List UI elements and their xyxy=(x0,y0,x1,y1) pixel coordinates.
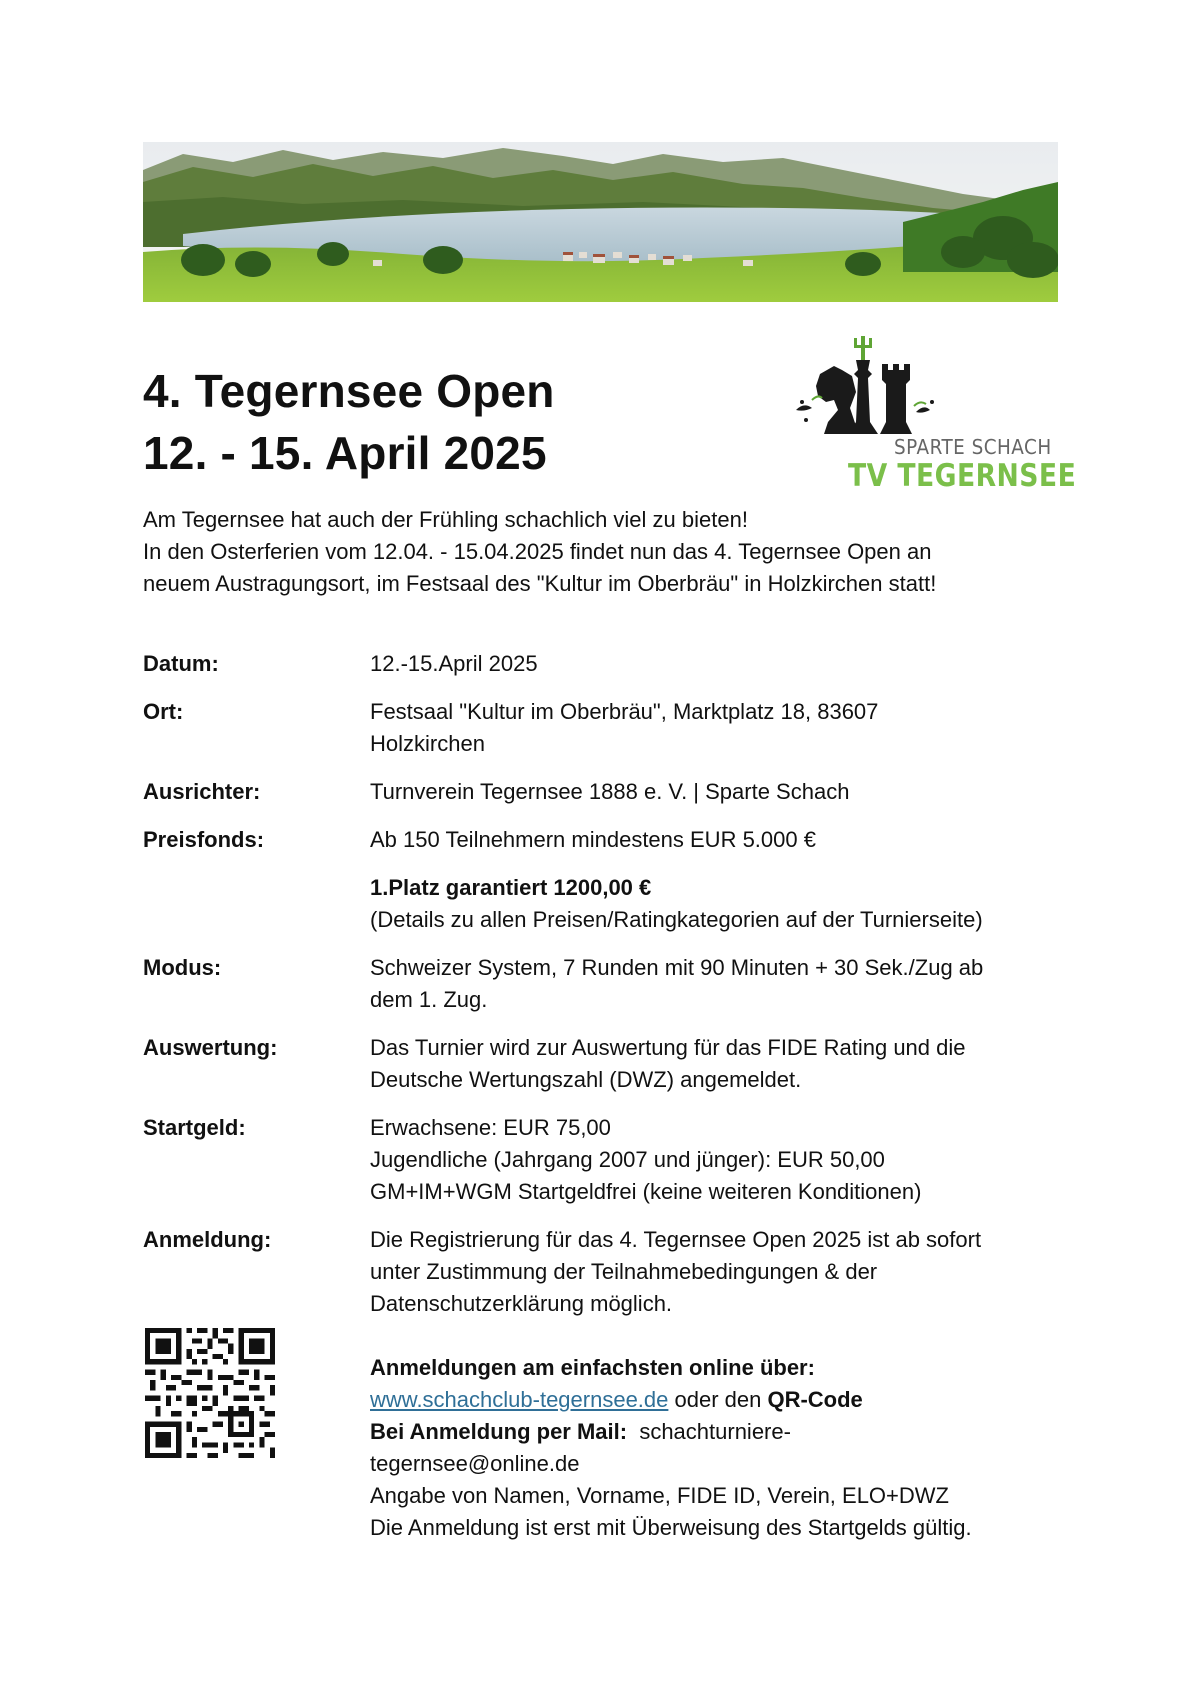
modus-label: Modus: xyxy=(143,955,222,980)
qr-code-label: QR-Code xyxy=(767,1387,863,1412)
startgeld-line: Erwachsene: EUR 75,00 xyxy=(370,1115,611,1140)
club-website-link[interactable]: www.schachclub-tegernsee.de xyxy=(370,1387,669,1412)
preisfonds-first-prize xyxy=(370,872,1070,936)
ausrichter-label: Ausrichter: xyxy=(143,779,261,804)
online-registration-line xyxy=(370,1384,1070,1416)
startgeld-line: GM+IM+WGM Startgeldfrei (keine weiteren Konditionen) xyxy=(370,1179,922,1204)
payment-validity-line: Die Anmeldung ist erst mit Überweisung des Startgelds gültig. xyxy=(370,1515,972,1540)
event-title xyxy=(143,360,555,484)
startgeld-value xyxy=(370,1112,1070,1208)
intro-line: Am Tegernsee hat auch der Frühling schachlich viel zu bieten! xyxy=(143,507,748,532)
event-title-dates: 12. - 15. April 2025 xyxy=(143,427,547,479)
ort-label: Ort: xyxy=(143,699,184,724)
intro-line: neuem Austragungsort, im Festsaal des "Kultur im Oberbräu" in Holzkirchen statt! xyxy=(143,571,937,596)
ort-value xyxy=(370,696,1070,760)
club-logo-subtitle: SPARTE SCHACH xyxy=(894,435,1052,459)
required-info-line: Angabe von Namen, Vorname, FIDE ID, Verein, ELO+DWZ xyxy=(370,1483,949,1508)
registration-info xyxy=(370,1352,1070,1544)
anmeldung-line: unter Zustimmung der Teilnahmebedingungen & der xyxy=(370,1259,878,1284)
prize-details-note: (Details zu allen Preisen/Ratingkategorien auf der Turnierseite) xyxy=(370,907,983,932)
modus-value xyxy=(370,952,1070,1016)
auswertung-line: Das Turnier wird zur Auswertung für das FIDE Rating und die xyxy=(370,1035,966,1060)
lake-landscape-banner xyxy=(143,142,1058,302)
auswertung-line: Deutsche Wertungszahl (DWZ) angemeldet. xyxy=(370,1067,802,1092)
online-registration-heading: Anmeldungen am einfachsten online über: xyxy=(370,1355,815,1380)
modus-line: dem 1. Zug. xyxy=(370,987,488,1012)
intro-line: In den Osterferien vom 12.04. - 15.04.2025 findet nun das 4. Tegernsee Open an xyxy=(143,539,932,564)
startgeld-line: Jugendliche (Jahrgang 2007 und jünger): EUR 50,00 xyxy=(370,1147,885,1172)
auswertung-label: Auswertung: xyxy=(143,1035,278,1060)
preisfonds-value: Ab 150 Teilnehmern mindestens EUR 5.000 € xyxy=(370,827,816,852)
modus-line: Schweizer System, 7 Runden mit 90 Minuten + 30 Sek./Zug ab xyxy=(370,955,984,980)
mail-address-part1[interactable]: schachturniere- xyxy=(627,1419,791,1444)
startgeld-label: Startgeld: xyxy=(143,1115,246,1140)
mail-address-part2[interactable]: tegernsee@online.de xyxy=(370,1451,580,1476)
registration-qr-code[interactable] xyxy=(145,1328,275,1458)
preisfonds-label: Preisfonds: xyxy=(143,827,265,852)
anmeldung-value xyxy=(370,1224,1070,1320)
link-suffix: oder den xyxy=(668,1387,768,1412)
mail-label: Bei Anmeldung per Mail: xyxy=(370,1419,628,1444)
club-logo-name: TV TEGERNSEE xyxy=(848,458,1077,494)
ausrichter-value: Turnverein Tegernsee 1888 e. V. | Sparte Schach xyxy=(370,779,850,804)
event-title-name: 4. Tegernsee Open xyxy=(143,365,555,417)
mail-registration-line xyxy=(370,1416,1070,1448)
ort-line: Festsaal "Kultur im Oberbräu", Marktplatz 18, 83607 xyxy=(370,699,879,724)
auswertung-value xyxy=(370,1032,1070,1096)
intro-text xyxy=(143,504,1063,600)
ort-line: Holzkirchen xyxy=(370,731,485,756)
datum-value: 12.-15.April 2025 xyxy=(370,651,538,676)
anmeldung-line: Die Registrierung für das 4. Tegernsee Open 2025 ist ab sofort xyxy=(370,1227,982,1252)
club-logo xyxy=(790,330,1077,498)
anmeldung-label: Anmeldung: xyxy=(143,1227,272,1252)
datum-label: Datum: xyxy=(143,651,219,676)
first-prize-text: 1.Platz garantiert 1200,00 € xyxy=(370,875,652,900)
anmeldung-line: Datenschutzerklärung möglich. xyxy=(370,1291,673,1316)
